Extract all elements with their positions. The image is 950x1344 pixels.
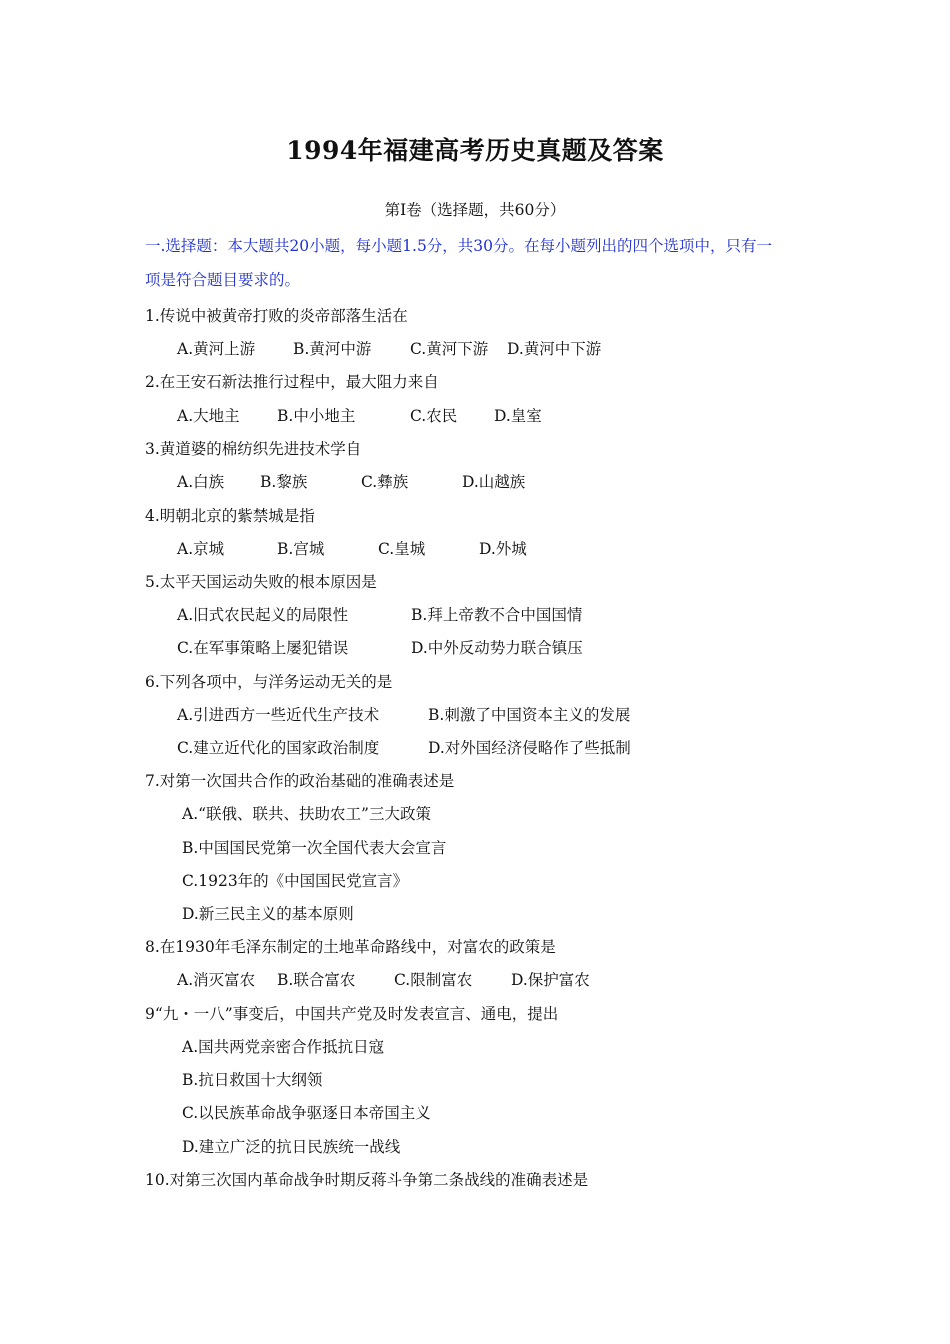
question-5-option-b: B.拜上帝教不合中国国情 (411, 606, 583, 624)
document-title: 1994年福建高考历史真题及答案 (286, 136, 664, 165)
instructions-line-1: 一.选择题：本大题共20小题，每小题1.5分，共30分。在每小题列出的四个选项中，只有一 (145, 237, 773, 255)
question-8-option-b: B.联合富农 (277, 971, 356, 989)
question-8-option-a: A.消灭富农 (177, 971, 256, 989)
question-5-options-row-1 (177, 603, 582, 627)
section-subtitle: 第Ⅰ卷（选择题，共60分） (384, 201, 566, 219)
question-5-option-c: C.在军事策略上屡犯错误 (177, 639, 349, 657)
question-2-stem: 2.在王安石新法推行过程中，最大阻力来自 (145, 373, 439, 391)
question-6-option-c: C.建立近代化的国家政治制度 (177, 739, 380, 757)
question-6-stem: 6.下列各项中，与洋务运动无关的是 (145, 673, 393, 691)
question-7-option-c: C.1923年的《中国国民党宣言》 (182, 872, 409, 890)
question-7-option-b: B.中国国民党第一次全国代表大会宣言 (182, 839, 447, 857)
question-7-option-a: A.“联俄、联共、扶助农工”三大政策 (182, 805, 431, 823)
question-9-option-b: B.抗日救国十大纲领 (182, 1071, 323, 1089)
question-3-option-d: D.山越族 (462, 473, 526, 491)
question-3-option-b: B.黎族 (260, 473, 308, 491)
question-8-option-c: C.限制富农 (394, 971, 473, 989)
question-3-options (177, 470, 525, 494)
question-8-options (177, 968, 590, 992)
question-2-option-b: B.中小地主 (277, 407, 356, 425)
question-4-options (177, 537, 527, 561)
question-8-stem: 8.在1930年毛泽东制定的土地革命路线中，对富农的政策是 (145, 938, 556, 956)
question-4-option-d: D.外城 (479, 540, 527, 558)
question-1-option-d: D.黄河中下游 (507, 340, 602, 358)
question-4-option-c: C.皇城 (378, 540, 426, 558)
question-1-options (177, 337, 601, 361)
question-1-stem: 1.传说中被黄帝打败的炎帝部落生活在 (145, 307, 408, 325)
instructions-line-2: 项是符合题目要求的。 (145, 271, 301, 289)
question-4-option-b: B.宫城 (277, 540, 325, 558)
question-10-stem: 10.对第三次国内革命战争时期反蒋斗争第二条战线的准确表述是 (145, 1171, 589, 1189)
question-1-option-b: B.黄河中游 (293, 340, 372, 358)
question-5-options-row-2 (177, 636, 583, 660)
question-9-stem: 9“九・一八”事变后，中国共产党及时发表宣言、通电，提出 (145, 1005, 559, 1023)
question-5-option-a: A.旧式农民起义的局限性 (177, 606, 349, 624)
question-8-option-d: D.保护富农 (511, 971, 590, 989)
question-5-stem: 5.太平天国运动失败的根本原因是 (145, 573, 377, 591)
question-5-option-d: D.中外反动势力联合镇压 (411, 639, 583, 657)
question-9-option-a: A.国共两党亲密合作抵抗日寇 (182, 1038, 385, 1056)
question-1-option-a: A.黄河上游 (177, 340, 256, 358)
question-2-option-d: D.皇室 (494, 407, 542, 425)
question-3-stem: 3.黄道婆的棉纺织先进技术学自 (145, 440, 362, 458)
question-7-option-d: D.新三民主义的基本原则 (182, 905, 354, 923)
question-9-option-c: C.以民族革命战争驱逐日本帝国主义 (182, 1104, 431, 1122)
question-6-options-row-2 (177, 736, 631, 760)
question-7-stem: 7.对第一次国共合作的政治基础的准确表述是 (145, 772, 455, 790)
question-3-option-a: A.白族 (177, 473, 225, 491)
question-6-option-d: D.对外国经济侵略作了些抵制 (428, 739, 631, 757)
question-6-option-a: A.引进西方一些近代生产技术 (177, 706, 380, 724)
question-9-option-d: D.建立广泛的抗日民族统一战线 (182, 1138, 401, 1156)
question-4-option-a: A.京城 (177, 540, 225, 558)
question-1-option-c: C.黄河下游 (410, 340, 489, 358)
question-6-option-b: B.刺激了中国资本主义的发展 (428, 706, 631, 724)
question-2-option-a: A.大地主 (177, 407, 240, 425)
question-2-option-c: C.农民 (410, 407, 458, 425)
question-2-options (177, 404, 542, 428)
question-4-stem: 4.明朝北京的紫禁城是指 (145, 507, 315, 525)
question-3-option-c: C.彝族 (361, 473, 409, 491)
question-6-options-row-1 (177, 703, 630, 727)
